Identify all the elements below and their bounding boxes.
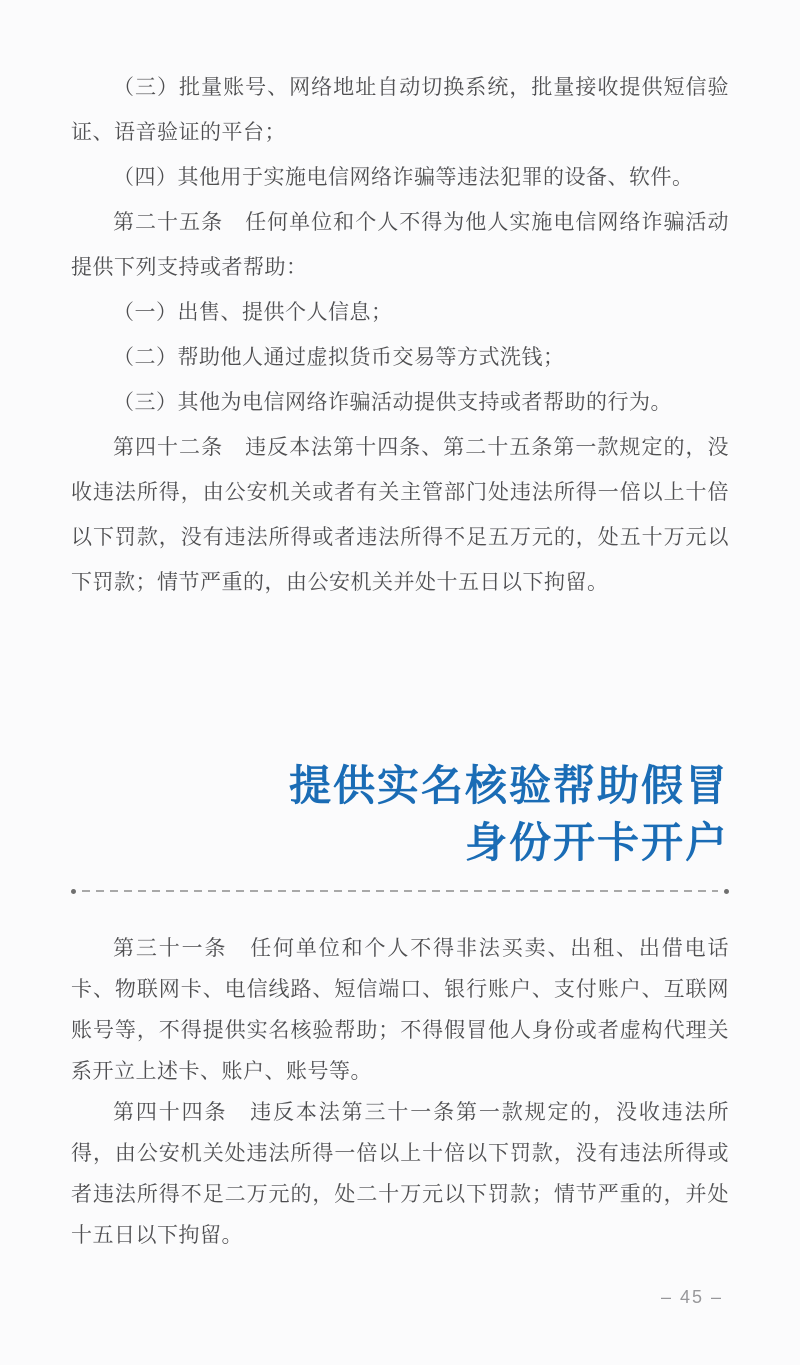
law-text-block-bottom — [71, 928, 729, 1256]
page-number: – 45 – — [660, 1287, 723, 1307]
paragraph-item-2-support: （二）帮助他人通过虚拟货币交易等方式洗钱； — [113, 346, 565, 369]
section-title-line-2: 身份开卡开户 — [464, 819, 729, 866]
paragraph-item-3-devices: （三）批量账号、网络地址自动切换系统，批量接收提供短信验证、语音验证的平台； — [71, 76, 729, 144]
divider-dot-left — [71, 889, 76, 894]
paragraph-article-31: 第三十一条 任何单位和个人不得非法买卖、出租、出借电话卡、物联网卡、电信线路、短信端口、银行账户、支付账户、互联网账号等，不得提供实名核验帮助；不得假冒他人身份或者虚构代理关系开立上述卡、账户、账号等。 — [71, 937, 729, 1083]
paragraph-item-4-devices: （四）其他用于实施电信网络诈骗等违法犯罪的设备、软件。 — [113, 166, 694, 189]
section-divider — [71, 888, 729, 894]
section-title — [71, 757, 729, 871]
paragraph-article-25: 第二十五条 任何单位和个人不得为他人实施电信网络诈骗活动提供下列支持或者帮助： — [71, 211, 729, 279]
law-text-block-top — [71, 0, 729, 605]
divider-dot-right — [724, 889, 729, 894]
paragraph-item-1-support: （一）出售、提供个人信息； — [113, 301, 393, 324]
paragraph-item-3-support: （三）其他为电信网络诈骗活动提供支持或者帮助的行为。 — [113, 391, 672, 414]
paragraph-article-44: 第四十四条 违反本法第三十一条第一款规定的，没收违法所得，由公安机关处违法所得一倍以上十倍以下罚款，没有违法所得或者违法所得不足二万元的，处二十万元以下罚款；情节严重的，并处十五日以下拘留。 — [71, 1101, 729, 1247]
section-title-line-1: 提供实名核验帮助假冒 — [288, 762, 729, 809]
divider-dashed-line — [82, 890, 718, 892]
paragraph-article-42: 第四十二条 违反本法第十四条、第二十五条第一款规定的，没收违法所得，由公安机关或者有关主管部门处违法所得一倍以上十倍以下罚款，没有违法所得或者违法所得不足五万元的，处五十万元以下罚款；情节严重的，由公安机关并处十五日以下拘留。 — [71, 436, 729, 594]
